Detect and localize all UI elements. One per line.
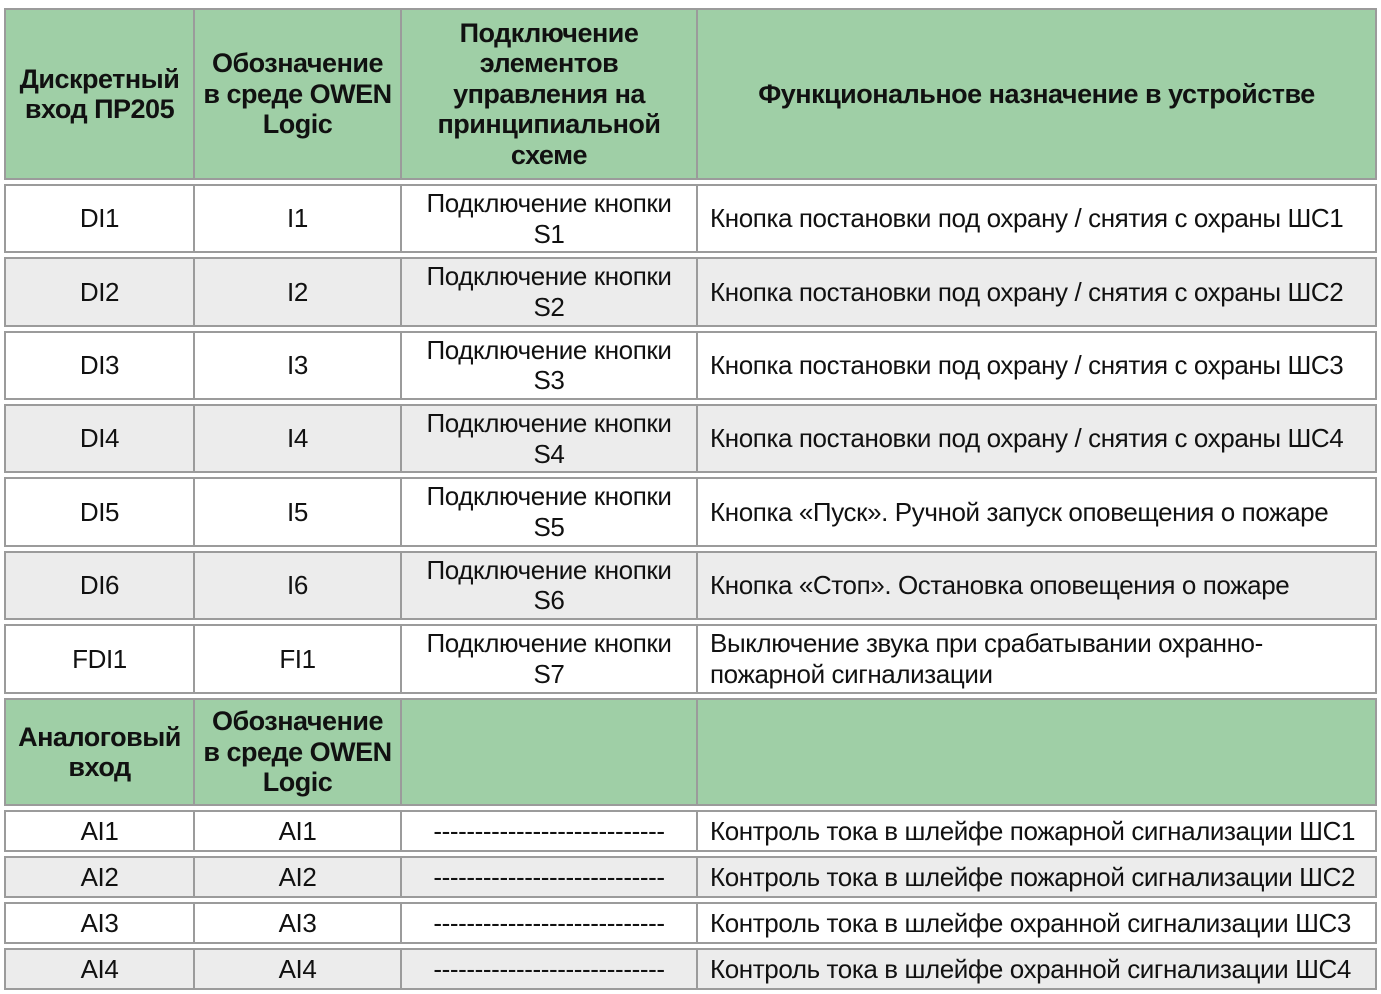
table-header-analog	[4, 698, 1377, 806]
table-row-ai2	[4, 856, 1377, 898]
cell-input: DI4	[4, 404, 194, 473]
cell-owen: FI1	[194, 624, 401, 694]
header-cell-empty	[401, 698, 697, 806]
cell-function: Кнопка постановки под охрану / снятия с охраны ШС3	[697, 331, 1377, 400]
cell-input: AI4	[4, 948, 194, 990]
cell-function: Выключение звука при срабатывании охранно-пожарной сигнализации	[697, 624, 1377, 694]
table-header-discrete	[4, 8, 1377, 180]
table-row-ai4	[4, 948, 1377, 990]
cell-connection: Подключение кнопки S7	[401, 624, 697, 694]
cell-owen: I6	[194, 551, 401, 620]
cell-owen: AI4	[194, 948, 401, 990]
header-cell-analog-input: Аналоговый вход	[4, 698, 194, 806]
cell-connection: Подключение кнопки S3	[401, 331, 697, 400]
cell-input: DI6	[4, 551, 194, 620]
cell-owen: AI2	[194, 856, 401, 898]
cell-connection: ----------------------------	[401, 902, 697, 944]
cell-input: AI2	[4, 856, 194, 898]
cell-function: Контроль тока в шлейфе охранной сигнализации ШС4	[697, 948, 1377, 990]
cell-connection: Подключение кнопки S4	[401, 404, 697, 473]
cell-connection: Подключение кнопки S6	[401, 551, 697, 620]
cell-connection: ----------------------------	[401, 856, 697, 898]
cell-owen: AI3	[194, 902, 401, 944]
table-row-fdi1	[4, 624, 1377, 694]
cell-owen: I2	[194, 257, 401, 326]
cell-connection: Подключение кнопки S1	[401, 184, 697, 253]
cell-input: DI5	[4, 477, 194, 546]
io-mapping-table	[4, 4, 1377, 994]
cell-owen: I5	[194, 477, 401, 546]
header-cell-function: Функциональное назначение в устройстве	[697, 8, 1377, 180]
cell-function: Кнопка постановки под охрану / снятия с охраны ШС4	[697, 404, 1377, 473]
header-cell-discrete-input: Дискретный вход ПР205	[4, 8, 194, 180]
table-row-di4	[4, 404, 1377, 473]
header-cell-owen-logic: Обозначение в среде OWEN Logic	[194, 8, 401, 180]
cell-owen: I3	[194, 331, 401, 400]
table-row-ai3	[4, 902, 1377, 944]
cell-connection: ----------------------------	[401, 948, 697, 990]
cell-function: Кнопка постановки под охрану / снятия с охраны ШС2	[697, 257, 1377, 326]
cell-connection: ----------------------------	[401, 810, 697, 852]
table-row-di3	[4, 331, 1377, 400]
header-cell-connection: Подключение элементов управления на принципиальной схеме	[401, 8, 697, 180]
table-row-di2	[4, 257, 1377, 326]
cell-input: DI2	[4, 257, 194, 326]
cell-function: Контроль тока в шлейфе пожарной сигнализации ШС2	[697, 856, 1377, 898]
cell-function: Кнопка постановки под охрану / снятия с охраны ШС1	[697, 184, 1377, 253]
header-cell-empty	[697, 698, 1377, 806]
cell-owen: I4	[194, 404, 401, 473]
table-row-di6	[4, 551, 1377, 620]
cell-function: Контроль тока в шлейфе охранной сигнализации ШС3	[697, 902, 1377, 944]
cell-connection: Подключение кнопки S2	[401, 257, 697, 326]
cell-input: DI1	[4, 184, 194, 253]
cell-connection: Подключение кнопки S5	[401, 477, 697, 546]
header-cell-owen-logic: Обозначение в среде OWEN Logic	[194, 698, 401, 806]
table-row-di1	[4, 184, 1377, 253]
cell-owen: AI1	[194, 810, 401, 852]
cell-owen: I1	[194, 184, 401, 253]
table-row-di5	[4, 477, 1377, 546]
cell-function: Кнопка «Стоп». Остановка оповещения о пожаре	[697, 551, 1377, 620]
cell-input: FDI1	[4, 624, 194, 694]
table-row-ai1	[4, 810, 1377, 852]
cell-input: DI3	[4, 331, 194, 400]
cell-input: AI1	[4, 810, 194, 852]
cell-input: AI3	[4, 902, 194, 944]
cell-function: Кнопка «Пуск». Ручной запуск оповещения о пожаре	[697, 477, 1377, 546]
cell-function: Контроль тока в шлейфе пожарной сигнализации ШС1	[697, 810, 1377, 852]
